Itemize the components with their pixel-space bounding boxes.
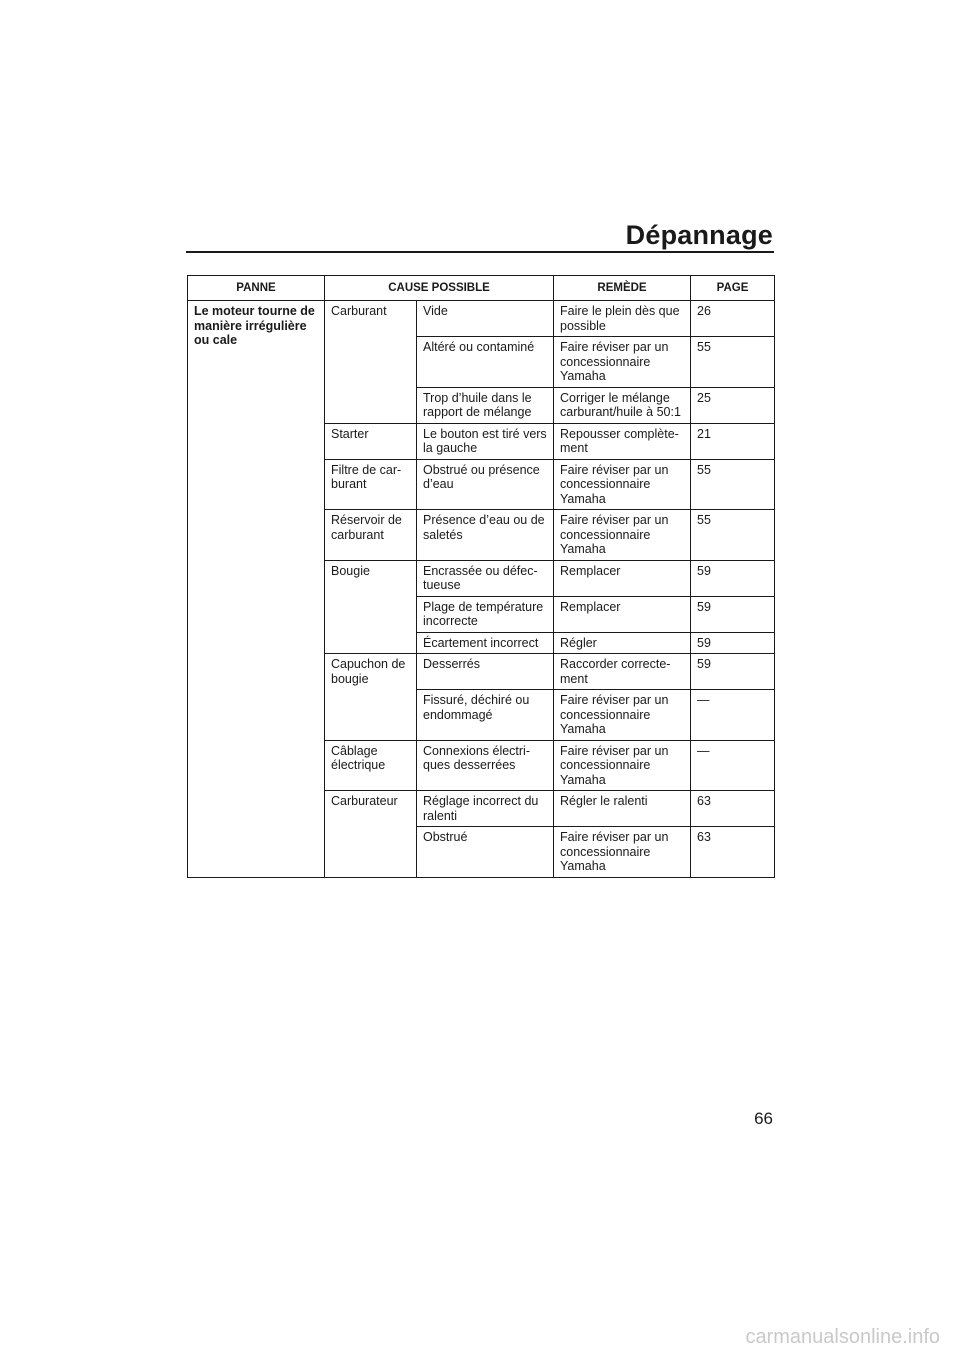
page-cell: 59	[691, 654, 775, 690]
detail-cell: Encrassée ou défec-tueuse	[417, 560, 554, 596]
page-cell: 59	[691, 596, 775, 632]
page-cell: 55	[691, 337, 775, 388]
detail-cell: Le bouton est tiré vers la gauche	[417, 423, 554, 459]
page-cell: 21	[691, 423, 775, 459]
table-header-row	[188, 276, 775, 301]
remede-cell: Faire réviser par un concessionnaire Yamaha	[554, 740, 691, 791]
cause-cell: Carburant	[325, 301, 417, 424]
detail-cell: Obstrué	[417, 827, 554, 878]
remede-cell: Faire réviser par un concessionnaire Yamaha	[554, 827, 691, 878]
header-page: PAGE	[691, 276, 775, 301]
remede-cell: Faire réviser par un concessionnaire Yamaha	[554, 690, 691, 741]
detail-cell: Altéré ou contaminé	[417, 337, 554, 388]
panne-cell: Le moteur tourne de manière irrégulière ou cale	[188, 301, 325, 878]
header-panne: PANNE	[188, 276, 325, 301]
remede-cell: Repousser complète-ment	[554, 423, 691, 459]
page-cell: —	[691, 740, 775, 791]
detail-cell: Fissuré, déchiré ou endommagé	[417, 690, 554, 741]
remede-cell: Raccorder correcte-ment	[554, 654, 691, 690]
page-cell: 25	[691, 387, 775, 423]
remede-cell: Faire réviser par un concessionnaire Yamaha	[554, 337, 691, 388]
page-cell: 55	[691, 459, 775, 510]
title-rule	[186, 251, 774, 253]
cause-cell: Filtre de car-burant	[325, 459, 417, 510]
header-remede: REMÈDE	[554, 276, 691, 301]
cause-cell: Réservoir de carburant	[325, 510, 417, 561]
cause-cell: Capuchon de bougie	[325, 654, 417, 741]
page-cell: 59	[691, 632, 775, 654]
detail-cell: Connexions électri-ques desserrées	[417, 740, 554, 791]
detail-cell: Trop d’huile dans le rapport de mélange	[417, 387, 554, 423]
page-cell: 55	[691, 510, 775, 561]
page-cell: 63	[691, 827, 775, 878]
page-number: 66	[754, 1109, 773, 1128]
detail-cell: Obstrué ou présence d’eau	[417, 459, 554, 510]
detail-cell: Plage de température incorrecte	[417, 596, 554, 632]
header-cause: CAUSE POSSIBLE	[325, 276, 554, 301]
remede-cell: Faire réviser par un concessionnaire Yamaha	[554, 510, 691, 561]
page-cell: 63	[691, 791, 775, 827]
remede-cell: Corriger le mélange carburant/huile à 50:1	[554, 387, 691, 423]
detail-cell: Réglage incorrect du ralenti	[417, 791, 554, 827]
remede-cell: Faire le plein dès que possible	[554, 301, 691, 337]
page-title: Dépannage	[625, 220, 773, 250]
watermark: carmanualsonline.info	[745, 1326, 940, 1348]
page-cell: 26	[691, 301, 775, 337]
cause-cell: Carburateur	[325, 791, 417, 878]
table-row	[188, 301, 775, 337]
remede-cell: Faire réviser par un concessionnaire Yamaha	[554, 459, 691, 510]
page-cell: —	[691, 690, 775, 741]
detail-cell: Vide	[417, 301, 554, 337]
remede-cell: Remplacer	[554, 560, 691, 596]
remede-cell: Régler	[554, 632, 691, 654]
detail-cell: Écartement incorrect	[417, 632, 554, 654]
cause-cell: Bougie	[325, 560, 417, 654]
page-cell: 59	[691, 560, 775, 596]
detail-cell: Desserrés	[417, 654, 554, 690]
cause-cell: Starter	[325, 423, 417, 459]
cause-cell: Câblage électrique	[325, 740, 417, 791]
remede-cell: Remplacer	[554, 596, 691, 632]
remede-cell: Régler le ralenti	[554, 791, 691, 827]
detail-cell: Présence d’eau ou de saletés	[417, 510, 554, 561]
troubleshooting-table	[187, 275, 775, 878]
